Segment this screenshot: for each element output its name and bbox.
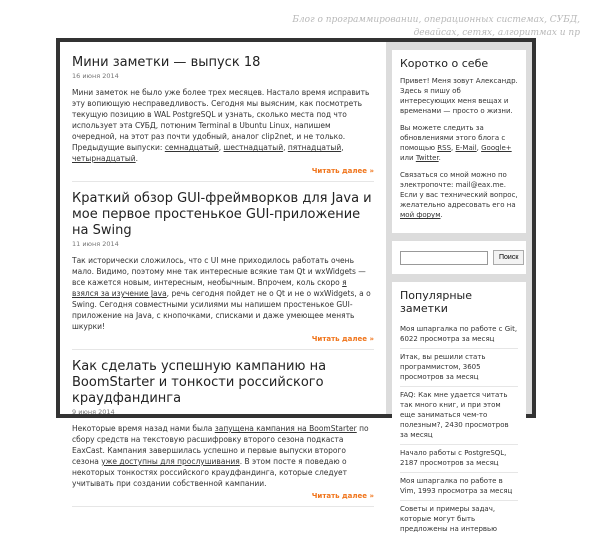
post-title-link[interactable]: Краткий обзор GUI-фреймворков для Java и мое первое простенькое GUI-приложение на Swing <box>72 191 372 238</box>
listen-link[interactable]: уже доступны для прослушивания <box>101 457 240 466</box>
twitter-link[interactable]: Twitter <box>415 154 439 162</box>
excerpt-text-end: . В этом посте я поведаю о некоторых тонкостях российского краудфандинга, которые следует учитывать при создании собственной кампании. <box>72 457 347 488</box>
popular-post-link[interactable]: Советы и примеры задач, которые могут быть предложены на интервью <box>400 505 498 533</box>
about-intro: Привет! Меня зовут Александр. Здесь я пишу об интересующих меня вещах и временами — просто о жизни. <box>400 77 518 115</box>
list-item <box>400 387 518 445</box>
contact-text-end: . <box>440 211 443 219</box>
post-excerpt <box>72 255 374 332</box>
list-item <box>400 349 518 387</box>
post-excerpt <box>72 423 374 489</box>
link-issue-14[interactable]: четырнадцатый <box>72 154 136 163</box>
list-item <box>400 501 518 538</box>
popular-post-link[interactable]: Начало работы с PostgreSQL <box>400 449 505 457</box>
read-more-label: Читать далее » <box>311 492 374 500</box>
page-inner <box>60 42 532 533</box>
about-subscribe: Вы можете следить за обновлениями этого блога с помощью RSS, E-Mail, Google+ или Twitter. <box>400 124 512 162</box>
excerpt-text: Мини заметок не было уже более трех месяцев. Настало время исправить эту вопиющую несправедливость. Сегодня мы выясним, как посмотреть текущую позицию в WAL PostgreSQL и узнать, сколько места под что использует эта СУБД, потюним Terminal в Ubuntu Linux, напишем очередной, на этот раз почти удобный, аналог clip2net, и не только. Предыдущие выпуски: <box>72 88 370 152</box>
popular-post-link[interactable]: Моя шпаргалка по работе в Vim <box>400 477 503 495</box>
popular-widget <box>392 282 526 544</box>
search-widget <box>392 241 526 274</box>
post <box>72 359 374 507</box>
main-content <box>60 42 386 500</box>
read-more-label: Читать далее » <box>311 167 374 175</box>
popular-post-views: , 6022 просмотра за месяц <box>400 325 518 343</box>
post-date: 16 июня 2014 <box>72 72 119 80</box>
link-issue-15[interactable]: пятнадцатый <box>287 143 342 152</box>
read-more-label: Читать далее » <box>311 335 374 343</box>
link-issue-17[interactable]: семнадцатый <box>164 143 219 152</box>
site-tagline: Блог о программировании, операционных системах, СУБД, девайсах, сетях, алгоритмах и пр <box>292 15 580 38</box>
popular-title: Популярные заметки <box>400 289 472 315</box>
post-date: 11 июня 2014 <box>72 240 119 248</box>
post-excerpt: Мини заметок не было уже более трех месяцев. Настало время исправить эту вопиющую несправедливость. Сегодня мы выясним, как посмотреть текущую позицию в WAL PostgreSQL и узнать, сколько места под что использует эта СУБД, потюним Terminal в Ubuntu Linux, напишем очередной, на этот раз почти удобный, аналог clip2net, и не только. Предыдущие выпуски: семнадцатый, шестнадцатый, пятнадцатый, четырнадцатый. <box>72 88 370 163</box>
excerpt-text-mid: по сбору средств на текстовую расшифровку второго сезона подкаста EaxCast. Кампания завершилась успешно и первые выпуски второго сезона <box>72 424 369 466</box>
list-item <box>400 473 518 501</box>
list-item <box>400 445 518 473</box>
forum-link[interactable]: мой форум <box>400 211 441 219</box>
page-frame <box>56 38 536 533</box>
popular-post-link[interactable]: Моя шпаргалка по работе с Git <box>400 325 515 333</box>
sidebar <box>386 42 532 533</box>
post-title-link[interactable]: Мини заметки — выпуск 18 <box>72 55 261 70</box>
subscribe-and: или <box>400 154 416 162</box>
about-widget <box>392 50 526 233</box>
about-contact <box>400 170 518 220</box>
popular-post-views: , 2187 просмотров за месяц <box>400 449 507 467</box>
about-title: Коротко о себе <box>400 57 489 70</box>
search-input[interactable] <box>400 251 488 265</box>
read-more-link[interactable] <box>72 492 374 500</box>
list-item <box>400 321 518 349</box>
excerpt-text-end: , речь сегодня пойдет не о Qt и не о wxWidgets, а о Swing. Сегодня совместными усилиями мы напишем простенькое GUI-приложение на Java, с кнопочками, списками и даже умеющее менять шкурки! <box>72 289 371 331</box>
post <box>72 55 374 182</box>
contact-text: Связаться со мной можно по электропочте: mail@eax.me. Если у вас технический вопрос, желательно адресовать его на <box>400 171 518 209</box>
popular-post-views: , 1993 просмотра за месяц <box>413 487 513 495</box>
excerpt-text: Так исторически сложилось, что с UI мне приходилось работать очень мало. Видимо, поэтому мне так интересные всякие там Qt и wxWidgets — все кажется новым, интересным, необычным. Впрочем, коль скоро <box>72 256 366 287</box>
popular-post-views: , 3605 просмотров за месяц <box>400 363 481 381</box>
popular-post-link[interactable]: FAQ: Как мне удается читать так много книг, и при этом еще заниматься чем-то полезным? <box>400 391 508 429</box>
read-more-link[interactable] <box>72 167 374 175</box>
read-more-link[interactable] <box>72 335 374 343</box>
email-link[interactable]: E-Mail <box>455 144 477 152</box>
popular-post-views: , 2430 просмотров за месяц <box>400 421 509 439</box>
google-plus-link[interactable]: Google+ <box>481 144 512 152</box>
boomstarter-link[interactable]: запущена кампания на BoomStarter <box>214 424 357 433</box>
post <box>72 191 374 350</box>
rss-link[interactable]: RSS <box>437 144 452 152</box>
post-date: 9 июня 2014 <box>72 408 115 416</box>
java-link[interactable]: я взялся за изучение Java <box>72 278 347 298</box>
post-title-link[interactable]: Как сделать успешную кампанию на BoomStarter и тонкости российского краудфандинга <box>72 359 327 406</box>
search-button[interactable]: Поиск <box>493 250 524 265</box>
excerpt-text: Некоторые время назад нами была <box>72 424 215 433</box>
subscribe-text: Вы можете следить за обновлениями этого блога с помощью <box>400 124 506 152</box>
excerpt-text-end: . <box>135 154 139 163</box>
popular-post-link[interactable]: Итак, вы решили стать программистом <box>400 353 486 371</box>
link-issue-16[interactable]: шестнадцатый <box>223 143 284 152</box>
